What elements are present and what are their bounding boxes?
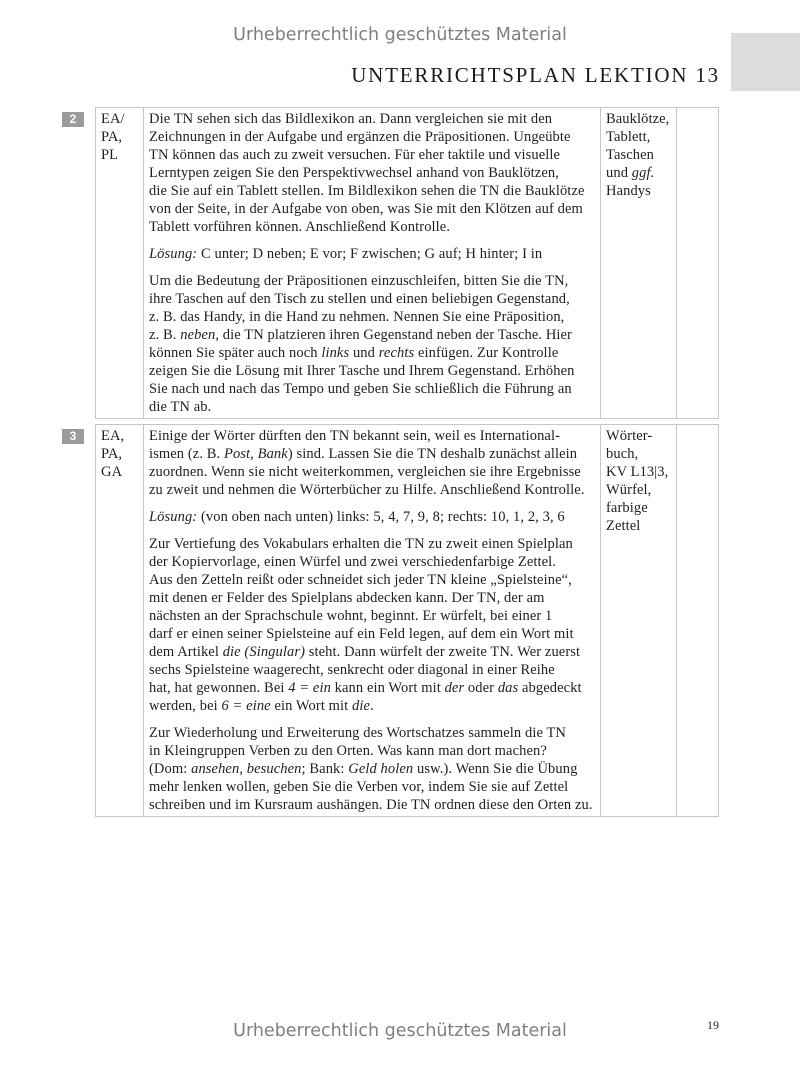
text-line: TN können das auch zu zweit versuchen. Für eher taktile und visuelle (149, 147, 561, 163)
materials-line: Handys (606, 183, 651, 199)
text-run: C unter; D neben; E vor; F zwischen; G auf; H hinter; I in (197, 246, 543, 262)
social-form-line: GA (101, 464, 123, 480)
text-line: z. B. das Handy, in die Hand zu nehmen. Nennen Sie eine Präposition, (149, 309, 565, 325)
italic-text-run: ggf. (631, 165, 655, 181)
text-line: Zeichnungen in der Aufgabe und ergänzen die Präpositionen. Ungeübte (149, 129, 571, 145)
italic-text-run: rechts (378, 345, 415, 361)
text-run: ismen (z. B. (149, 446, 224, 462)
italic-text-run: Geld holen (348, 761, 414, 777)
text-line (149, 445, 595, 463)
text-line: sechs Spielsteine waagerecht, senkrecht oder diagonal in einer Reihe (149, 662, 555, 678)
italic-text-run: 6 = eine (221, 698, 271, 714)
notes-cell (676, 425, 718, 816)
lesson-step-table (95, 424, 719, 817)
text-run: z. B. (149, 327, 181, 343)
italic-text-run: Post, Bank (224, 446, 288, 462)
materials-line: Tablett, (606, 129, 651, 145)
social-form-line: EA, (101, 428, 125, 444)
text-run: abgedeckt (518, 680, 582, 696)
materials-cell (600, 425, 676, 816)
text-run: . (370, 698, 374, 714)
text-line: Zur Vertiefung des Vokabulars erhalten die TN zu zweit einen Spielplan (149, 536, 573, 552)
social-form-line: EA/ (101, 111, 125, 127)
italic-text-run: besuchen (246, 761, 302, 777)
italic-text-run: die (352, 698, 371, 714)
text-run: einfügen. Zur Kontrolle (414, 345, 559, 361)
text-line: ihre Taschen auf den Tisch zu stellen und einen beliebigen Gegenstand, (149, 291, 570, 307)
materials-line: Wörter- (606, 428, 653, 444)
copyright-watermark-bottom: Urheberrechtlich geschütztes Material (233, 1021, 567, 1041)
lesson-step-table (95, 107, 719, 419)
text-run: hat, hat gewonnen. Bei (149, 680, 289, 696)
italic-text-run: der (444, 680, 465, 696)
text-line (149, 679, 595, 697)
italic-text-run: das (497, 680, 519, 696)
text-run: werden, bei (149, 698, 222, 714)
text-line (149, 344, 595, 362)
page-number: 19 (707, 1018, 719, 1032)
social-form-cell (96, 425, 143, 816)
materials-line: Zettel (606, 518, 641, 534)
social-form-line: PA, (101, 446, 123, 462)
instructions-cell (143, 425, 600, 816)
step-number-badge: 2 (62, 112, 84, 127)
text-run: ; Bank: (301, 761, 349, 777)
social-form-cell (96, 108, 143, 418)
text-line: Lerntypen zeigen Sie den Perspektivwechsel anhand von Bauklötzen, (149, 165, 559, 181)
italic-text-run: links (321, 345, 350, 361)
text-line: darf er einen seiner Spielsteine auf ein Feld legen, auf dem ein Wort mit (149, 626, 574, 642)
text-run: dem Artikel (149, 644, 223, 660)
text-run: (von oben nach unten) links: 5, 4, 7, 9, 8; rechts: 10, 1, 2, 3, 6 (197, 509, 565, 525)
text-line: Um die Bedeutung der Präpositionen einzuschleifen, bitten Sie die TN, (149, 273, 569, 289)
text-run: ) sind. Lassen Sie die TN deshalb zunächst allein (287, 446, 578, 462)
notes-cell (676, 108, 718, 418)
text-run: steht. Dann würfelt der zweite TN. Wer zuerst (305, 644, 581, 660)
text-line: zuordnen. Wenn sie nicht weiterkommen, vergleichen sie ihre Ergebnisse (149, 464, 581, 480)
instruction-paragraph (149, 245, 595, 263)
text-line: zeigen Sie die Lösung mit Ihrer Tasche und Ihrem Gegenstand. Erhöhen (149, 363, 575, 379)
text-line: mehr lenken wollen, geben Sie die Verben vor, indem Sie sie auf Zettel (149, 779, 569, 795)
text-line (149, 760, 595, 778)
social-form-line: PL (101, 147, 119, 163)
instruction-paragraph (149, 272, 595, 416)
text-line: Die TN sehen sich das Bildlexikon an. Dann vergleichen sie mit den (149, 111, 553, 127)
materials-line: Bauklötze, (606, 111, 670, 127)
text-run: oder (464, 680, 498, 696)
text-run: kann ein Wort mit (330, 680, 445, 696)
instructions-cell (143, 108, 600, 418)
text-run: ein Wort mit (270, 698, 353, 714)
text-line (149, 326, 595, 344)
text-line: von der Seite, in der Aufgabe von oben, was Sie mit den Klötzen auf dem (149, 201, 583, 217)
instruction-paragraph (149, 508, 595, 526)
materials-line: KV L13|3, (606, 464, 669, 480)
step-number-badge: 3 (62, 429, 84, 444)
text-line: der Kopiervorlage, einen Würfel und zwei verschiedenfarbige Zettel. (149, 554, 557, 570)
italic-text-run: 4 = ein (288, 680, 331, 696)
text-line: in Kleingruppen Verben zu den Orten. Was kann man dort machen? (149, 743, 547, 759)
materials-line: Taschen (606, 147, 654, 163)
italic-text-run: neben (180, 327, 216, 343)
materials-line: farbige (606, 500, 648, 516)
text-line: die TN ab. (149, 399, 212, 415)
text-run: (Dom: (149, 761, 192, 777)
text-line: Einige der Wörter dürften den TN bekannt sein, weil es International- (149, 428, 561, 444)
text-line: zu zweit und nehmen die Wörterbücher zu Hilfe. Anschließend Kontrolle. (149, 482, 585, 498)
materials-line: buch, (606, 446, 639, 462)
italic-text-run: ansehen (191, 761, 240, 777)
materials-cell (600, 108, 676, 418)
text-line: Sie nach und nach das Tempo und geben Sie schließlich die Führung an (149, 381, 572, 397)
text-line: Aus den Zetteln reißt oder schneidet sich jeder TN kleine „Spielsteine“, (149, 572, 572, 588)
text-run: , (239, 761, 247, 777)
materials-line (606, 164, 671, 182)
text-line: die Sie auf ein Tablett stellen. Im Bildlexikon sehen die TN die Bauklötze (149, 183, 585, 199)
text-run: , die TN platzieren ihren Gegenstand neben der Tasche. Hier (215, 327, 572, 343)
instruction-paragraph (149, 724, 595, 814)
text-line: Zur Wiederholung und Erweiterung des Wortschatzes sammeln die TN (149, 725, 566, 741)
copyright-watermark-top: Urheberrechtlich geschütztes Material (233, 25, 567, 45)
text-line (149, 508, 595, 526)
text-line: Tablett vorführen können. Anschließend Kontrolle. (149, 219, 451, 235)
instruction-paragraph (149, 427, 595, 499)
text-line (149, 697, 595, 715)
text-line: schreiben und im Kursraum aushängen. Die TN ordnen diese den Orten zu. (149, 797, 593, 813)
social-form-line: PA, (101, 129, 123, 145)
materials-line: Würfel, (606, 482, 652, 498)
page-title: UNTERRICHTSPLAN LEKTION 13 (351, 63, 720, 87)
instruction-paragraph (149, 110, 595, 236)
text-line (149, 643, 595, 661)
text-line (149, 245, 595, 263)
italic-text-run: die (Singular) (222, 644, 306, 660)
italic-text-run: Lösung: (149, 246, 198, 262)
italic-text-run: Lösung: (149, 509, 198, 525)
chapter-side-tab (731, 33, 800, 91)
text-run: können Sie später auch noch (149, 345, 322, 361)
text-line: mit denen er Felder des Spielplans abdecken kann. Der TN, der am (149, 590, 545, 606)
text-line: nächsten an der Sprachschule wohnt, beginnt. Er würfelt, bei einer 1 (149, 608, 553, 624)
text-run: und (349, 345, 379, 361)
text-run: und (606, 165, 632, 181)
instruction-paragraph (149, 535, 595, 715)
text-run: usw.). Wenn Sie die Übung (413, 761, 578, 777)
